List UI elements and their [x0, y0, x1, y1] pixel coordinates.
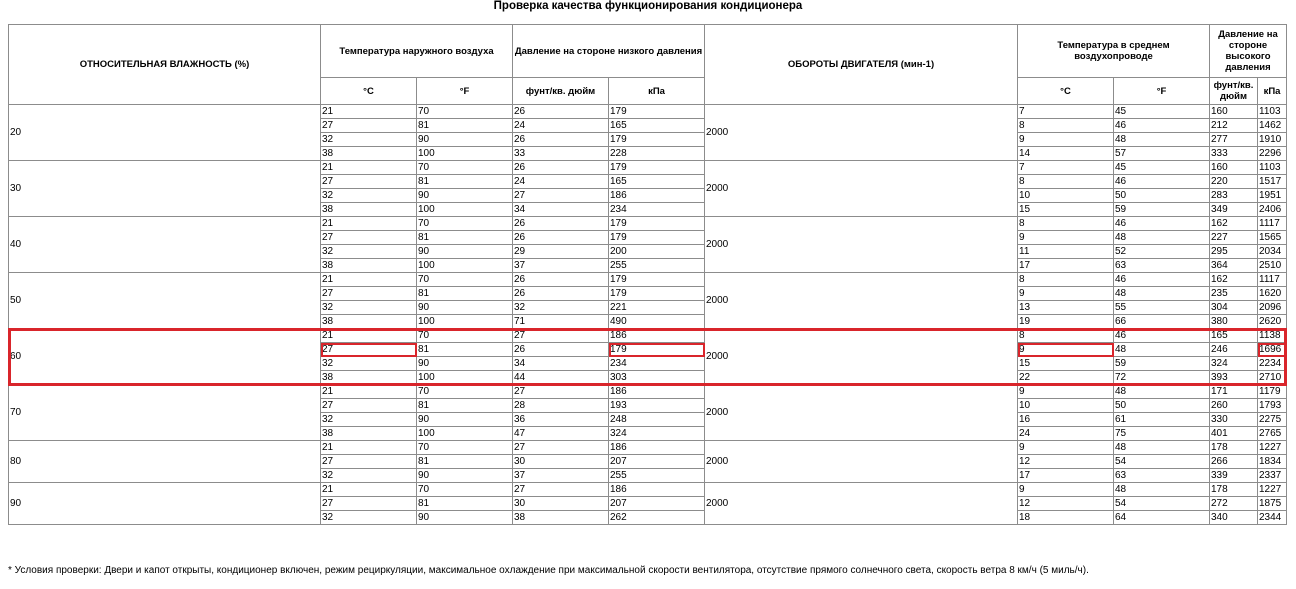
outdoor-c-cell: 27 [321, 231, 417, 245]
duct-f-cell: 48 [1114, 385, 1210, 399]
humidity-cell: 60 [9, 329, 321, 385]
outdoor-c-cell: 21 [321, 273, 417, 287]
outdoor-c-cell: 21 [321, 329, 417, 343]
humidity-cell: 30 [9, 161, 321, 217]
duct-f-cell: 48 [1114, 483, 1210, 497]
outdoor-f-cell: 90 [417, 413, 513, 427]
duct-c-cell: 16 [1018, 413, 1114, 427]
high-psi-cell: 283 [1210, 189, 1258, 203]
high-psi-cell: 165 [1210, 329, 1258, 343]
outdoor-f-cell: 81 [417, 399, 513, 413]
duct-c-cell: 9 [1018, 385, 1114, 399]
high-psi-cell: 330 [1210, 413, 1258, 427]
high-psi-cell: 401 [1210, 427, 1258, 441]
low-kpa-cell: 186 [609, 483, 705, 497]
table-row [9, 161, 1287, 175]
outdoor-f-cell: 81 [417, 287, 513, 301]
outdoor-f-cell: 81 [417, 455, 513, 469]
low-kpa-cell: 234 [609, 203, 705, 217]
outdoor-c-cell: 38 [321, 203, 417, 217]
high-kpa-cell: 2620 [1258, 315, 1287, 329]
low-psi-cell: 44 [513, 371, 609, 385]
duct-f-cell: 46 [1114, 119, 1210, 133]
table-row [9, 385, 1287, 399]
low-psi-cell: 34 [513, 203, 609, 217]
outdoor-c-cell: 32 [321, 413, 417, 427]
high-kpa-cell: 1138 [1258, 329, 1287, 343]
engine-speed-cell: 2000 [705, 441, 1018, 483]
low-psi-cell: 28 [513, 399, 609, 413]
low-kpa-cell: 179 [609, 287, 705, 301]
outdoor-c-cell: 32 [321, 245, 417, 259]
duct-c-cell: 9 [1018, 343, 1114, 357]
low-kpa-cell: 234 [609, 357, 705, 371]
outdoor-c-cell: 27 [321, 399, 417, 413]
low-psi-cell: 36 [513, 413, 609, 427]
duct-f-cell: 52 [1114, 245, 1210, 259]
low-kpa-cell: 165 [609, 119, 705, 133]
high-kpa-cell: 1103 [1258, 161, 1287, 175]
low-kpa-cell: 255 [609, 469, 705, 483]
duct-f-cell: 54 [1114, 497, 1210, 511]
high-psi-cell: 333 [1210, 147, 1258, 161]
header-engine-speed: ОБОРОТЫ ДВИГАТЕЛЯ (мин-1) [705, 25, 1018, 105]
low-kpa-cell: 248 [609, 413, 705, 427]
high-kpa-cell: 1179 [1258, 385, 1287, 399]
duct-c-cell: 19 [1018, 315, 1114, 329]
high-kpa-cell: 2234 [1258, 357, 1287, 371]
outdoor-c-cell: 38 [321, 427, 417, 441]
outdoor-f-cell: 90 [417, 189, 513, 203]
header-duct-temp: Температура в среднем воздухопроводе [1018, 25, 1210, 78]
low-kpa-cell: 324 [609, 427, 705, 441]
high-kpa-cell: 1462 [1258, 119, 1287, 133]
outdoor-c-cell: 32 [321, 133, 417, 147]
duct-f-cell: 48 [1114, 231, 1210, 245]
outdoor-f-cell: 81 [417, 119, 513, 133]
high-psi-cell: 212 [1210, 119, 1258, 133]
low-kpa-cell: 179 [609, 161, 705, 175]
engine-speed-cell: 2000 [705, 329, 1018, 385]
duct-c-cell: 9 [1018, 133, 1114, 147]
duct-c-cell: 17 [1018, 469, 1114, 483]
outdoor-c-cell: 27 [321, 175, 417, 189]
low-psi-cell: 26 [513, 133, 609, 147]
duct-c-cell: 10 [1018, 399, 1114, 413]
duct-c-cell: 9 [1018, 483, 1114, 497]
outdoor-c-cell: 21 [321, 161, 417, 175]
duct-f-cell: 48 [1114, 133, 1210, 147]
outdoor-f-cell: 90 [417, 357, 513, 371]
outdoor-f-cell: 70 [417, 161, 513, 175]
low-kpa-cell: 179 [609, 343, 705, 357]
duct-c-cell: 9 [1018, 231, 1114, 245]
high-kpa-cell: 2510 [1258, 259, 1287, 273]
low-psi-cell: 32 [513, 301, 609, 315]
low-kpa-cell: 200 [609, 245, 705, 259]
high-kpa-cell: 1793 [1258, 399, 1287, 413]
high-psi-cell: 349 [1210, 203, 1258, 217]
low-psi-cell: 37 [513, 469, 609, 483]
outdoor-f-cell: 81 [417, 231, 513, 245]
duct-c-cell: 22 [1018, 371, 1114, 385]
high-psi-cell: 295 [1210, 245, 1258, 259]
duct-f-cell: 48 [1114, 343, 1210, 357]
header-low-kpa: кПа [609, 78, 705, 105]
high-psi-cell: 277 [1210, 133, 1258, 147]
high-kpa-cell: 2296 [1258, 147, 1287, 161]
low-psi-cell: 26 [513, 287, 609, 301]
high-psi-cell: 227 [1210, 231, 1258, 245]
duct-f-cell: 50 [1114, 399, 1210, 413]
outdoor-f-cell: 70 [417, 329, 513, 343]
duct-f-cell: 46 [1114, 175, 1210, 189]
duct-f-cell: 48 [1114, 441, 1210, 455]
engine-speed-cell: 2000 [705, 385, 1018, 441]
table-row [9, 441, 1287, 455]
outdoor-c-cell: 21 [321, 483, 417, 497]
header-humidity: ОТНОСИТЕЛЬНАЯ ВЛАЖНОСТЬ (%) [9, 25, 321, 105]
duct-f-cell: 75 [1114, 427, 1210, 441]
duct-c-cell: 13 [1018, 301, 1114, 315]
humidity-cell: 70 [9, 385, 321, 441]
low-kpa-cell: 186 [609, 329, 705, 343]
high-psi-cell: 340 [1210, 511, 1258, 525]
high-kpa-cell: 2765 [1258, 427, 1287, 441]
table-row [9, 217, 1287, 231]
duct-f-cell: 55 [1114, 301, 1210, 315]
humidity-cell: 50 [9, 273, 321, 329]
duct-c-cell: 10 [1018, 189, 1114, 203]
duct-c-cell: 18 [1018, 511, 1114, 525]
low-kpa-cell: 207 [609, 455, 705, 469]
outdoor-c-cell: 38 [321, 147, 417, 161]
high-kpa-cell: 2034 [1258, 245, 1287, 259]
low-kpa-cell: 255 [609, 259, 705, 273]
header-low-psi: фунт/кв. дюйм [513, 78, 609, 105]
high-psi-cell: 160 [1210, 105, 1258, 119]
low-kpa-cell: 179 [609, 133, 705, 147]
high-psi-cell: 178 [1210, 483, 1258, 497]
outdoor-c-cell: 21 [321, 217, 417, 231]
high-psi-cell: 364 [1210, 259, 1258, 273]
high-kpa-cell: 1834 [1258, 455, 1287, 469]
low-kpa-cell: 193 [609, 399, 705, 413]
low-psi-cell: 29 [513, 245, 609, 259]
duct-c-cell: 17 [1018, 259, 1114, 273]
duct-f-cell: 59 [1114, 203, 1210, 217]
duct-c-cell: 8 [1018, 329, 1114, 343]
low-kpa-cell: 186 [609, 189, 705, 203]
duct-c-cell: 7 [1018, 161, 1114, 175]
table-row [9, 483, 1287, 497]
duct-f-cell: 63 [1114, 259, 1210, 273]
low-kpa-cell: 228 [609, 147, 705, 161]
high-kpa-cell: 1227 [1258, 483, 1287, 497]
duct-f-cell: 66 [1114, 315, 1210, 329]
duct-c-cell: 9 [1018, 441, 1114, 455]
low-psi-cell: 33 [513, 147, 609, 161]
low-kpa-cell: 179 [609, 231, 705, 245]
high-psi-cell: 393 [1210, 371, 1258, 385]
outdoor-f-cell: 90 [417, 511, 513, 525]
high-psi-cell: 171 [1210, 385, 1258, 399]
outdoor-c-cell: 32 [321, 511, 417, 525]
table-row [9, 105, 1287, 119]
humidity-cell: 90 [9, 483, 321, 525]
high-psi-cell: 246 [1210, 343, 1258, 357]
low-psi-cell: 27 [513, 483, 609, 497]
low-psi-cell: 30 [513, 497, 609, 511]
low-psi-cell: 27 [513, 189, 609, 203]
duct-f-cell: 61 [1114, 413, 1210, 427]
low-kpa-cell: 303 [609, 371, 705, 385]
duct-c-cell: 24 [1018, 427, 1114, 441]
high-psi-cell: 380 [1210, 315, 1258, 329]
outdoor-f-cell: 90 [417, 469, 513, 483]
low-psi-cell: 24 [513, 175, 609, 189]
outdoor-c-cell: 27 [321, 497, 417, 511]
low-psi-cell: 26 [513, 273, 609, 287]
outdoor-f-cell: 81 [417, 175, 513, 189]
outdoor-f-cell: 70 [417, 441, 513, 455]
low-psi-cell: 24 [513, 119, 609, 133]
high-psi-cell: 304 [1210, 301, 1258, 315]
duct-f-cell: 46 [1114, 217, 1210, 231]
low-kpa-cell: 207 [609, 497, 705, 511]
high-kpa-cell: 2710 [1258, 371, 1287, 385]
low-psi-cell: 37 [513, 259, 609, 273]
high-psi-cell: 266 [1210, 455, 1258, 469]
high-kpa-cell: 2096 [1258, 301, 1287, 315]
outdoor-c-cell: 32 [321, 357, 417, 371]
high-kpa-cell: 1117 [1258, 273, 1287, 287]
outdoor-f-cell: 70 [417, 483, 513, 497]
outdoor-f-cell: 100 [417, 371, 513, 385]
low-psi-cell: 38 [513, 511, 609, 525]
duct-c-cell: 15 [1018, 357, 1114, 371]
outdoor-f-cell: 90 [417, 133, 513, 147]
outdoor-c-cell: 32 [321, 469, 417, 483]
high-kpa-cell: 2344 [1258, 511, 1287, 525]
duct-f-cell: 57 [1114, 147, 1210, 161]
low-psi-cell: 71 [513, 315, 609, 329]
outdoor-c-cell: 32 [321, 189, 417, 203]
table-body [9, 105, 1287, 525]
high-psi-cell: 339 [1210, 469, 1258, 483]
duct-c-cell: 12 [1018, 455, 1114, 469]
high-psi-cell: 220 [1210, 175, 1258, 189]
outdoor-c-cell: 21 [321, 441, 417, 455]
outdoor-c-cell: 27 [321, 287, 417, 301]
high-kpa-cell: 1517 [1258, 175, 1287, 189]
duct-f-cell: 59 [1114, 357, 1210, 371]
high-psi-cell: 324 [1210, 357, 1258, 371]
duct-f-cell: 54 [1114, 455, 1210, 469]
duct-f-cell: 64 [1114, 511, 1210, 525]
low-kpa-cell: 221 [609, 301, 705, 315]
high-psi-cell: 260 [1210, 399, 1258, 413]
low-kpa-cell: 179 [609, 217, 705, 231]
engine-speed-cell: 2000 [705, 273, 1018, 329]
duct-f-cell: 63 [1114, 469, 1210, 483]
high-kpa-cell: 1565 [1258, 231, 1287, 245]
low-kpa-cell: 490 [609, 315, 705, 329]
outdoor-f-cell: 70 [417, 105, 513, 119]
duct-c-cell: 15 [1018, 203, 1114, 217]
duct-f-cell: 48 [1114, 287, 1210, 301]
outdoor-f-cell: 70 [417, 217, 513, 231]
high-psi-cell: 162 [1210, 273, 1258, 287]
high-kpa-cell: 1696 [1258, 343, 1287, 357]
high-psi-cell: 160 [1210, 161, 1258, 175]
low-kpa-cell: 165 [609, 175, 705, 189]
duct-f-cell: 46 [1114, 329, 1210, 343]
outdoor-f-cell: 81 [417, 343, 513, 357]
high-psi-cell: 178 [1210, 441, 1258, 455]
duct-c-cell: 14 [1018, 147, 1114, 161]
ac-performance-table [8, 24, 1287, 525]
high-kpa-cell: 1620 [1258, 287, 1287, 301]
low-psi-cell: 27 [513, 441, 609, 455]
outdoor-f-cell: 100 [417, 147, 513, 161]
high-kpa-cell: 1117 [1258, 217, 1287, 231]
high-psi-cell: 162 [1210, 217, 1258, 231]
header-outdoor-temp: Температура наружного воздуха [321, 25, 513, 78]
duct-f-cell: 72 [1114, 371, 1210, 385]
low-psi-cell: 26 [513, 105, 609, 119]
engine-speed-cell: 2000 [705, 217, 1018, 273]
high-psi-cell: 235 [1210, 287, 1258, 301]
low-psi-cell: 26 [513, 161, 609, 175]
duct-f-cell: 45 [1114, 105, 1210, 119]
footnote: * Условия проверки: Двери и капот открыты, кондиционер включен, режим рециркуляции, максимальное охлаждение при максимальной скорости вентилятора, отсутствие прямого солнечного света, скорость ветра 8 км/ч (5 миль/ч). [8, 565, 1089, 576]
outdoor-f-cell: 90 [417, 301, 513, 315]
header-high-pressure: Давление на стороне высокого давления [1210, 25, 1287, 78]
outdoor-f-cell: 70 [417, 385, 513, 399]
duct-c-cell: 11 [1018, 245, 1114, 259]
outdoor-c-cell: 27 [321, 343, 417, 357]
humidity-cell: 20 [9, 105, 321, 161]
low-psi-cell: 26 [513, 217, 609, 231]
header-outdoor-c: °C [321, 78, 417, 105]
duct-c-cell: 8 [1018, 273, 1114, 287]
high-kpa-cell: 1103 [1258, 105, 1287, 119]
engine-speed-cell: 2000 [705, 105, 1018, 161]
duct-f-cell: 50 [1114, 189, 1210, 203]
header-outdoor-f: °F [417, 78, 513, 105]
outdoor-c-cell: 21 [321, 385, 417, 399]
low-psi-cell: 26 [513, 231, 609, 245]
header-duct-f: °F [1114, 78, 1210, 105]
low-psi-cell: 27 [513, 329, 609, 343]
duct-f-cell: 45 [1114, 161, 1210, 175]
header-high-kpa: кПа [1258, 78, 1287, 105]
low-kpa-cell: 186 [609, 441, 705, 455]
duct-c-cell: 8 [1018, 217, 1114, 231]
high-kpa-cell: 2275 [1258, 413, 1287, 427]
engine-speed-cell: 2000 [705, 161, 1018, 217]
duct-c-cell: 12 [1018, 497, 1114, 511]
outdoor-f-cell: 90 [417, 245, 513, 259]
low-kpa-cell: 262 [609, 511, 705, 525]
high-kpa-cell: 2337 [1258, 469, 1287, 483]
page-title: Проверка качества функционирования кондиционера [493, 0, 803, 12]
duct-c-cell: 8 [1018, 175, 1114, 189]
low-psi-cell: 26 [513, 343, 609, 357]
outdoor-f-cell: 100 [417, 315, 513, 329]
outdoor-c-cell: 38 [321, 371, 417, 385]
low-kpa-cell: 179 [609, 273, 705, 287]
outdoor-f-cell: 100 [417, 427, 513, 441]
header-high-psi: фунт/кв. дюйм [1210, 78, 1258, 105]
header-duct-c: °C [1018, 78, 1114, 105]
high-kpa-cell: 1951 [1258, 189, 1287, 203]
low-kpa-cell: 179 [609, 105, 705, 119]
duct-c-cell: 8 [1018, 119, 1114, 133]
outdoor-c-cell: 38 [321, 259, 417, 273]
header-low-pressure: Давление на стороне низкого давления [513, 25, 705, 78]
high-kpa-cell: 1875 [1258, 497, 1287, 511]
low-psi-cell: 34 [513, 357, 609, 371]
high-psi-cell: 272 [1210, 497, 1258, 511]
high-kpa-cell: 2406 [1258, 203, 1287, 217]
table-row [9, 273, 1287, 287]
humidity-cell: 40 [9, 217, 321, 273]
high-kpa-cell: 1910 [1258, 133, 1287, 147]
table-row [9, 329, 1287, 343]
high-kpa-cell: 1227 [1258, 441, 1287, 455]
low-psi-cell: 47 [513, 427, 609, 441]
outdoor-c-cell: 32 [321, 301, 417, 315]
duct-c-cell: 7 [1018, 105, 1114, 119]
duct-f-cell: 46 [1114, 273, 1210, 287]
low-kpa-cell: 186 [609, 385, 705, 399]
low-psi-cell: 27 [513, 385, 609, 399]
outdoor-c-cell: 21 [321, 105, 417, 119]
outdoor-c-cell: 38 [321, 315, 417, 329]
low-psi-cell: 30 [513, 455, 609, 469]
humidity-cell: 80 [9, 441, 321, 483]
outdoor-c-cell: 27 [321, 455, 417, 469]
outdoor-f-cell: 100 [417, 259, 513, 273]
duct-c-cell: 9 [1018, 287, 1114, 301]
outdoor-f-cell: 100 [417, 203, 513, 217]
outdoor-f-cell: 81 [417, 497, 513, 511]
outdoor-f-cell: 70 [417, 273, 513, 287]
outdoor-c-cell: 27 [321, 119, 417, 133]
engine-speed-cell: 2000 [705, 483, 1018, 525]
